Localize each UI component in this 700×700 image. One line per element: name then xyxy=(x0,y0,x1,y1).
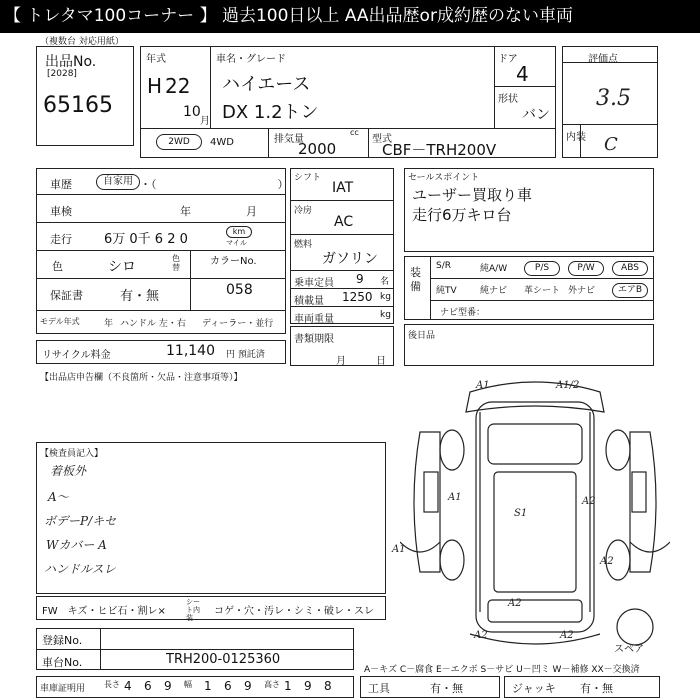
mileage-unit-mile: マイル xyxy=(226,239,247,247)
diagram-mark-6: A2 xyxy=(582,496,596,507)
jack-value: 有・無 xyxy=(580,682,613,695)
doors-value: 4 xyxy=(516,62,529,86)
docs-label: 書類期限 xyxy=(294,334,334,345)
score-value: 3.5 xyxy=(596,86,631,111)
equipment-item-row1-4: ABS xyxy=(612,261,648,276)
warranty-value: 有・無 xyxy=(120,289,160,304)
recycle-label: リサイクル料金 xyxy=(42,350,111,361)
displacement-unit: cc xyxy=(350,128,359,137)
color-change-label: 色替 xyxy=(172,254,180,272)
warranty-label: 保証書 xyxy=(50,289,83,302)
shape-value: バン xyxy=(522,107,550,123)
diagram-mark-1: A1 xyxy=(476,380,490,391)
report-header: 【出品店申告欄（不良箇所・欠品・注意事項等）】 xyxy=(40,373,243,383)
cert-value-9: 1 xyxy=(284,679,292,693)
year-month: 10 xyxy=(183,104,201,120)
diagram-mark-7: A2 xyxy=(508,598,522,609)
inspector-note-4: Wカバー A xyxy=(46,538,107,552)
year-era: H xyxy=(147,74,163,98)
tools-label: 工具 xyxy=(368,682,390,695)
history-value: 自家用 xyxy=(96,174,140,190)
lot-label: 出品No. xyxy=(45,54,97,70)
shift-value: IAT xyxy=(332,180,354,196)
legend-seat: シート内装 xyxy=(186,598,200,622)
arrival-label: 後日品 xyxy=(408,331,436,341)
registration-label: 登録No. xyxy=(42,634,83,647)
equipment-item-row1-0: S/R xyxy=(436,261,451,271)
model-label: 型式 xyxy=(372,134,392,145)
cert-value-5: 1 xyxy=(204,679,212,693)
mileage-label: 走行 xyxy=(50,233,72,246)
cert-value-10: 9 xyxy=(304,679,312,693)
history-rest: ・（ ） xyxy=(140,178,289,191)
legend-seat-codes: コゲ・穴・汚レ・シミ・破レ・スレ xyxy=(214,606,374,617)
header-banner: 【 トレタマ100コーナー 】 過去100日以上 AA出品歴or成約歴のない車両 xyxy=(0,0,700,33)
fuel-label: 燃料 xyxy=(294,240,313,250)
ac-value: AC xyxy=(334,214,354,230)
equipment-label: 装備 xyxy=(410,266,421,293)
jack-label: ジャッキ xyxy=(512,682,556,695)
history-label: 車歴 xyxy=(50,178,72,191)
drive-4wd: 4WD xyxy=(210,137,234,148)
diagram-mark-3: A1 xyxy=(448,492,462,503)
mileage-value: 6万 0千 6 2 0 xyxy=(104,232,188,247)
capacity-label: 乗車定員 xyxy=(294,278,334,289)
sales-point-line1: ユーザー買取り車 xyxy=(412,186,533,204)
lot-box xyxy=(36,46,134,146)
weight-unit: kg xyxy=(380,310,391,320)
color-label: 色 xyxy=(52,260,63,273)
car-grade: DX 1.2トン xyxy=(222,102,319,123)
ac-label: 冷房 xyxy=(294,206,313,216)
model-year-label: モデル年式 xyxy=(40,317,80,326)
inspector-note-2: A～ xyxy=(48,490,69,504)
equipment-item-row1-3: P/W xyxy=(568,261,604,276)
equipment-item-row2-4: エアB xyxy=(612,283,648,298)
cert-value-7: 9 xyxy=(244,679,252,693)
model-year-dealer: ディーラー・並行 xyxy=(202,319,274,329)
capacity-unit: 名 xyxy=(380,277,390,287)
diagram-mark-4: A1 xyxy=(392,544,406,555)
recycle-unit: 円 預託済 xyxy=(226,350,265,360)
tools-value: 有・無 xyxy=(430,682,463,695)
navi-label: ナビ型番： xyxy=(440,308,486,318)
model-year-year: 年 xyxy=(104,319,114,329)
displacement-label: 排気量 xyxy=(274,134,304,145)
recycle-value: 11,140 xyxy=(166,343,215,359)
model-year-handle: ハンドル 左・右 xyxy=(120,319,186,329)
equipment-item-row1-1: 純A/W xyxy=(480,264,508,274)
damage-legend: A－キズ C－腐食 E－エクボ S－サビ U－凹ミ W－補修 XX－交換済 xyxy=(364,665,640,675)
cert-value-11: 8 xyxy=(324,679,332,693)
load-unit: kg xyxy=(380,292,391,302)
weight-label: 車両重量 xyxy=(294,314,334,325)
inspector-label: 【検査員記入】 xyxy=(40,449,104,459)
shape-label: 形状 xyxy=(498,94,518,105)
sales-point-label: セールスポイント xyxy=(408,173,480,183)
equipment-item-row2-2: 革シート xyxy=(524,286,561,296)
year-month-unit: 月 xyxy=(200,116,210,127)
car-name: ハイエース xyxy=(222,74,311,95)
displacement-value: 2000 xyxy=(298,140,337,158)
diagram-mark-5: S1 xyxy=(514,508,528,519)
inspection-label: 車検 xyxy=(50,205,72,218)
capacity-value: 9 xyxy=(356,272,364,286)
cert-value-2: 6 xyxy=(144,679,152,693)
mileage-unit-km: km xyxy=(226,226,252,238)
diagram-mark-8: A2 xyxy=(474,630,488,641)
chassis-label: 車台No. xyxy=(42,656,83,669)
equipment-item-row1-2: P/S xyxy=(524,261,560,276)
cert-value-3: 9 xyxy=(164,679,172,693)
interior-value: C xyxy=(604,134,618,155)
diagram-mark-2: A1/2 xyxy=(556,380,580,391)
diagram-mark-9: A2 xyxy=(560,630,574,641)
equipment-item-row2-1: 純ナビ xyxy=(480,286,508,296)
docs-month: 月 xyxy=(336,356,346,367)
shift-label: シフト xyxy=(294,173,322,183)
interior-label: 内装 xyxy=(566,132,586,143)
subnote: （複数台 対応用紙） xyxy=(40,37,124,47)
inspector-note-3: ボデーP/キセ xyxy=(44,514,117,528)
load-label: 積載量 xyxy=(294,296,324,307)
cert-value-1: 4 xyxy=(124,679,132,693)
score-label: 評価点 xyxy=(588,54,618,65)
equipment-item-row2-0: 純TV xyxy=(436,286,457,296)
docs-day: 日 xyxy=(376,356,386,367)
cert-value-6: 6 xyxy=(224,679,232,693)
lot-code: [2028] xyxy=(47,69,77,79)
inspection-month: 月 xyxy=(246,205,257,218)
legend-fw: FW キズ・ヒビ石・割レ× xyxy=(42,606,166,617)
year-label: 年式 xyxy=(146,54,166,65)
car-diagram xyxy=(400,372,670,662)
model-value: CBF－TRH200V xyxy=(382,141,497,159)
year-value: 22 xyxy=(165,74,191,98)
color-code-label: カラーNo. xyxy=(210,256,257,267)
fuel-value: ガソリン xyxy=(322,251,378,267)
equipment-item-row2-3: 外ナビ xyxy=(568,286,596,296)
inspector-note-5: ハンドルスレ xyxy=(44,562,116,576)
inspector-note-1: 着板外 xyxy=(50,464,87,478)
color-value: シロ xyxy=(108,259,136,275)
sales-point-line2: 走行6万キロ台 xyxy=(412,206,512,224)
drive-2wd: 2WD xyxy=(156,134,202,150)
load-value: 1250 xyxy=(342,290,373,304)
doors-label: ドア xyxy=(498,54,518,65)
car-label: 車名・グレード xyxy=(216,54,286,65)
spare-label: スペア xyxy=(614,644,644,655)
lot-number: 65165 xyxy=(43,93,113,118)
cert-label: 車庫証明用 xyxy=(40,684,86,694)
inspection-year: 年 xyxy=(180,205,191,218)
cert-value-4: 幅 xyxy=(184,680,192,689)
cert-value-8: 高さ xyxy=(264,680,280,689)
cert-value-0: 長さ xyxy=(104,680,120,689)
arrival-box xyxy=(404,324,654,366)
color-code: 058 xyxy=(226,282,253,298)
diagram-mark-10: A2 xyxy=(600,556,614,567)
chassis-value: TRH200-0125360 xyxy=(166,652,281,667)
